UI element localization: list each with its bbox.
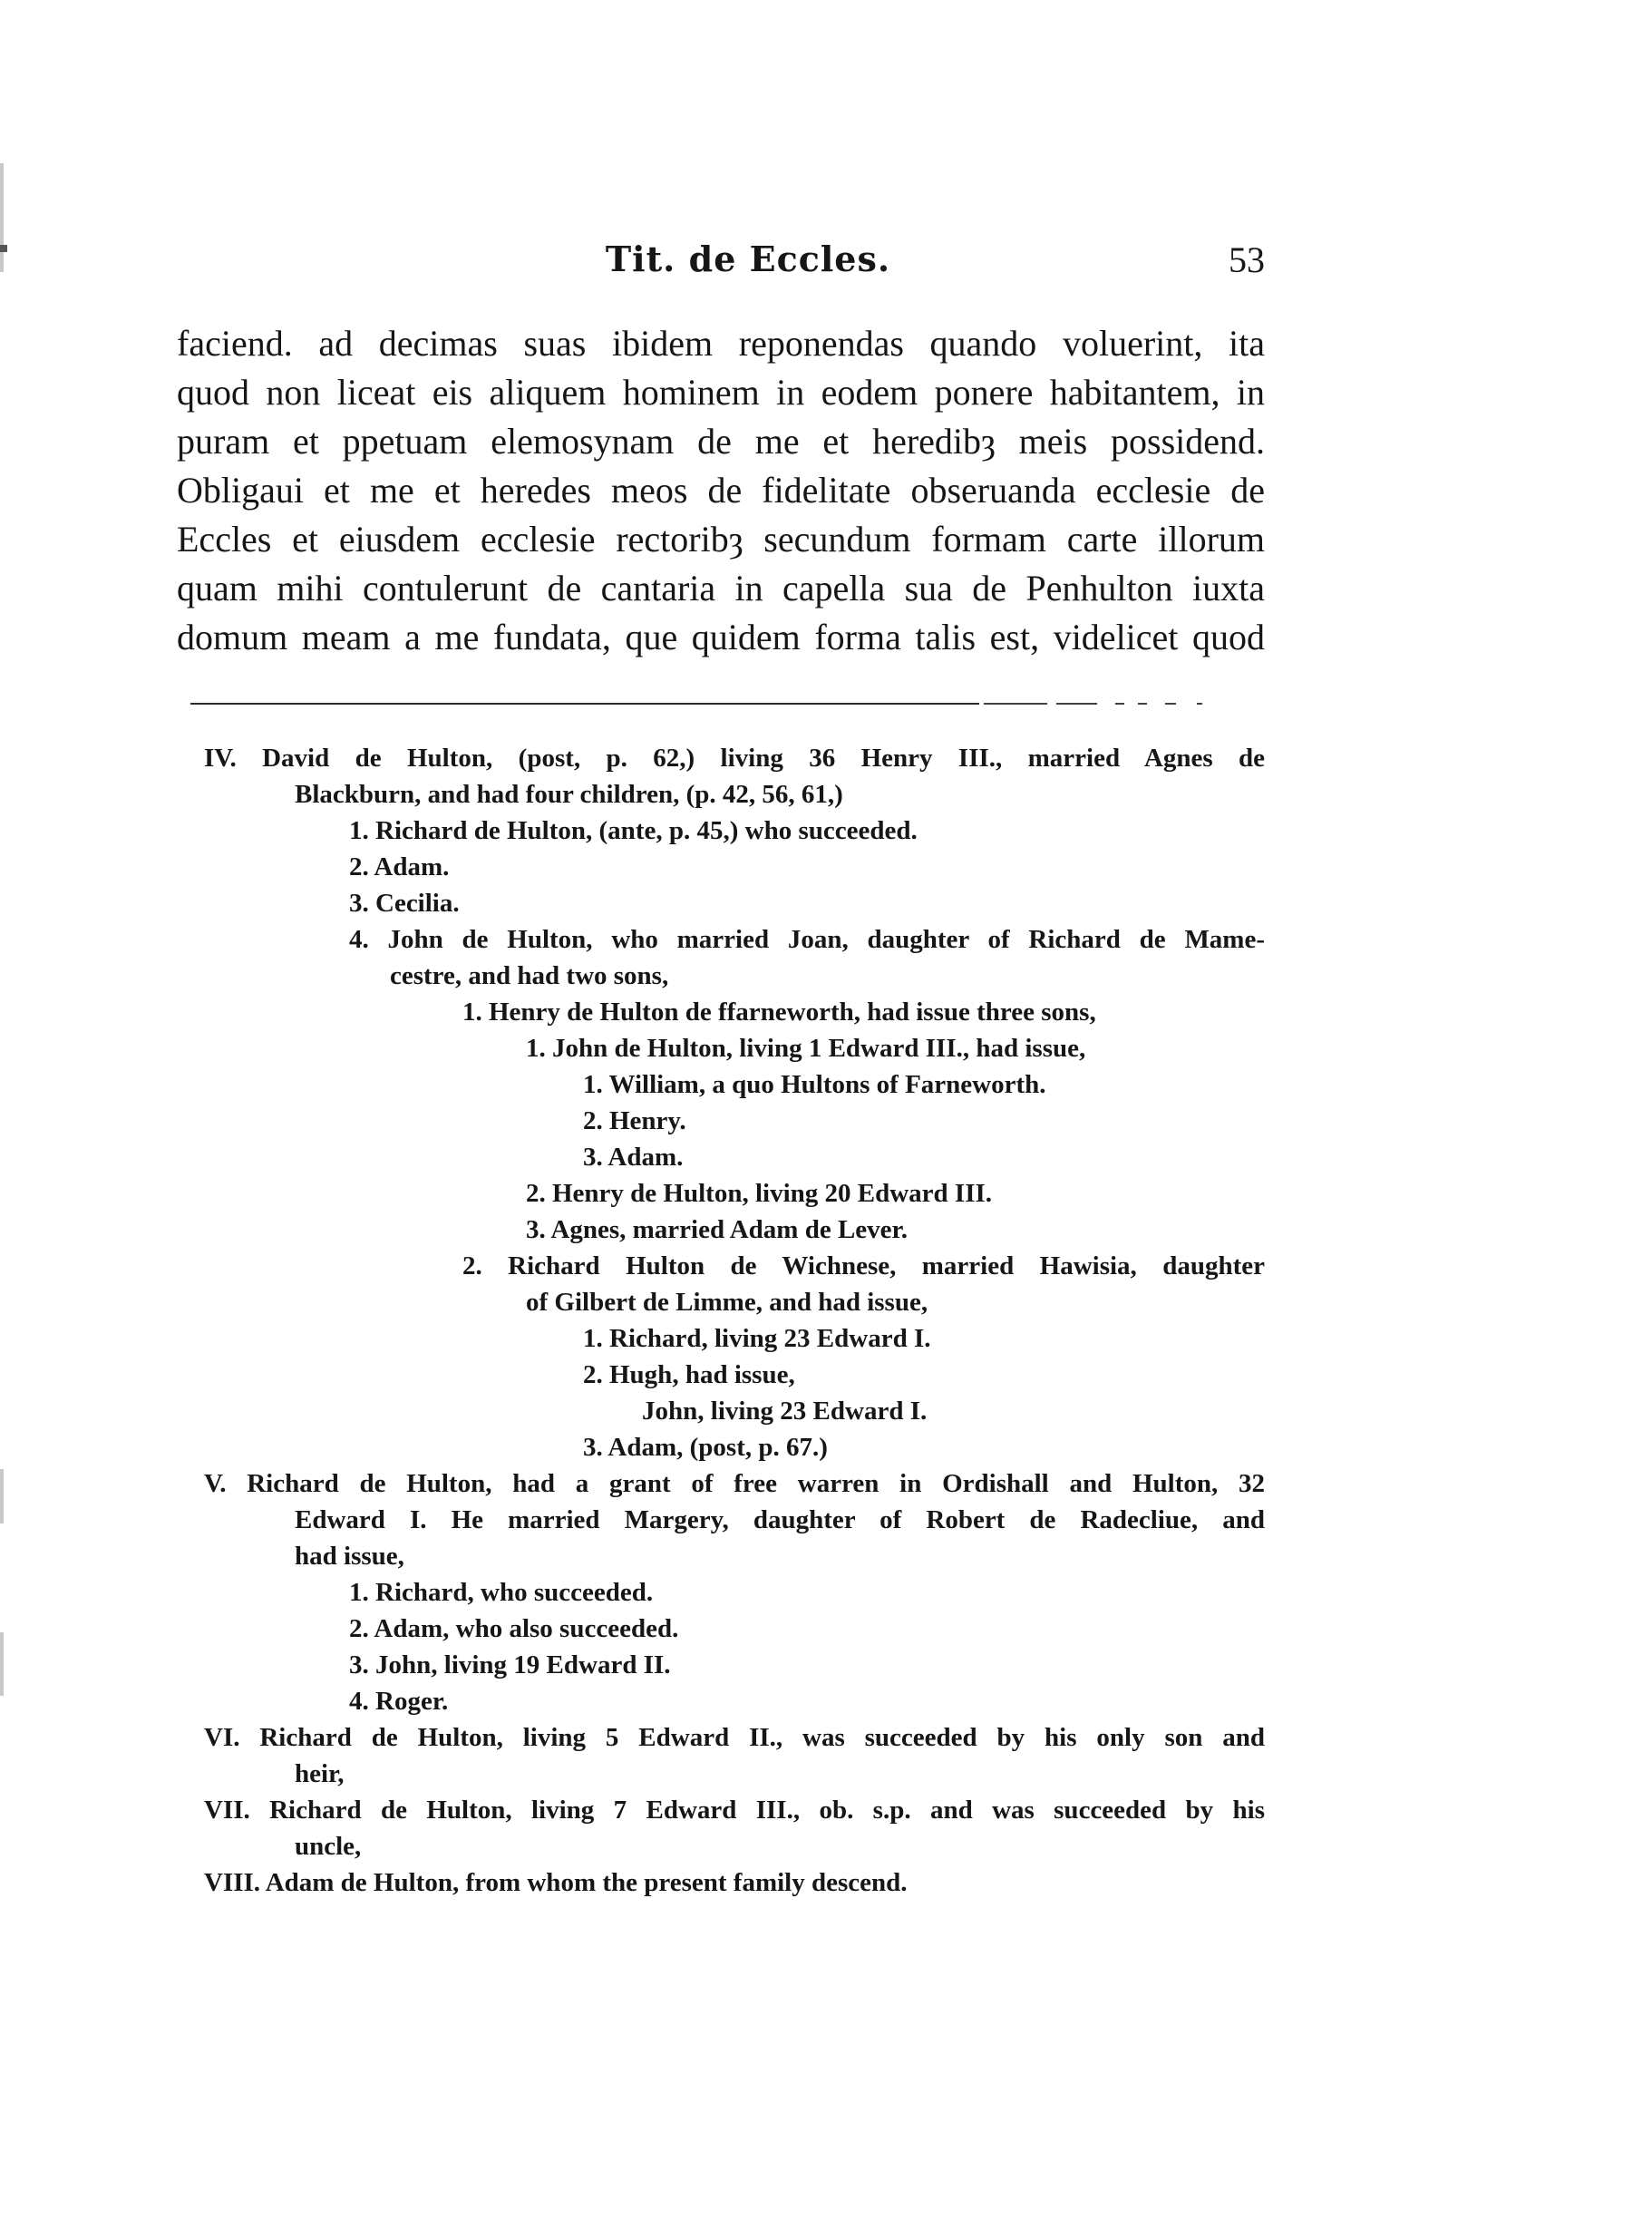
note-line: VIII. Adam de Hulton, from whom the present family descend. [204, 1868, 908, 1897]
separator-rule-dash [984, 703, 1047, 705]
running-title: Tit. de Eccles. [605, 239, 891, 279]
note-line: 1. John de Hulton, living 1 Edward III., had issue, [526, 1034, 1086, 1063]
note-line: 3. Cecilia. [349, 889, 460, 918]
note-line: had issue, [295, 1542, 404, 1571]
note-line: 3. John, living 19 Edward II. [349, 1650, 671, 1679]
note-line: V. Richard de Hulton, had a grant of free warren in Ordishall and Hulton, 32 [204, 1469, 1265, 1498]
separator-rule-dash [1197, 703, 1202, 705]
note-line: 1. Richard, who succeeded. [349, 1578, 654, 1607]
note-line: IV. David de Hulton, (post, p. 62,) living 36 Henry III., married Agnes de [204, 744, 1265, 773]
text-line: quam mihi contulerunt de cantaria in capella sua de Penhulton iuxta [177, 568, 1265, 608]
note-line: 3. Adam, (post, p. 67.) [583, 1433, 828, 1462]
note-line: 3. Adam. [583, 1143, 684, 1172]
scan-edge-mark [0, 163, 4, 272]
note-line: 1. Richard, living 23 Edward I. [583, 1324, 931, 1353]
note-line: VI. Richard de Hulton, living 5 Edward II., was succeeded by his only son and [204, 1723, 1265, 1752]
separator-rule-dash [1138, 703, 1147, 705]
note-line: cestre, and had two sons, [390, 961, 669, 990]
main-latin-text [177, 319, 1265, 662]
note-line: 2. Henry de Hulton, living 20 Edward III. [526, 1179, 993, 1208]
note-line: 2. Hugh, had issue, [583, 1360, 795, 1389]
note-line: heir, [295, 1759, 345, 1788]
note-line: of Gilbert de Limme, and had issue, [526, 1288, 928, 1317]
note-line: Edward I. He married Margery, daughter of Robert de Radecliue, and [295, 1505, 1265, 1534]
note-line: 1. William, a quo Hultons of Farneworth. [583, 1070, 1046, 1099]
text-line: quod non liceat eis aliquem hominem in eodem ponere habitantem, in [177, 372, 1265, 413]
text-line: Eccles et eiusdem ecclesie rectoribȝ secundum formam carte illorum [177, 519, 1265, 560]
note-line: 4. John de Hulton, who married Joan, daughter of Richard de Mame- [349, 925, 1265, 954]
separator-rule-dash [1056, 703, 1097, 705]
running-header [177, 239, 1265, 293]
note-line: John, living 23 Edward I. [642, 1397, 928, 1426]
note-line: 2. Henry. [583, 1106, 686, 1135]
page-number: 53 [1229, 239, 1265, 280]
separator-rule-dash [1165, 703, 1176, 705]
text-line: domum meam a me fundata, que quidem forma talis est, videlicet quod [177, 617, 1265, 657]
text-line: Obligaui et me et heredes meos de fidelitate obseruanda ecclesie de [177, 470, 1265, 511]
separator-rule-dash [1115, 703, 1124, 705]
note-line: 1. Richard de Hulton, (ante, p. 45,) who succeeded. [349, 816, 918, 845]
note-line: 3. Agnes, married Adam de Lever. [526, 1215, 909, 1244]
genealogy-notes [0, 740, 1652, 1901]
note-line: 2. Adam, who also succeeded. [349, 1614, 679, 1643]
note-line: Blackburn, and had four children, (p. 42, 56, 61,) [295, 780, 843, 809]
text-line: puram et ppetuam elemosynam de me et heredibȝ meis possidend. [177, 421, 1265, 462]
scan-edge-mark [0, 245, 7, 252]
note-line: 1. Henry de Hulton de ffarneworth, had issue three sons, [462, 998, 1096, 1027]
note-line: 2. Richard Hulton de Wichnese, married Hawisia, daughter [462, 1251, 1265, 1280]
note-line: uncle, [295, 1832, 362, 1861]
note-line: 2. Adam. [349, 852, 450, 881]
note-line: VII. Richard de Hulton, living 7 Edward III., ob. s.p. and was succeeded by his [204, 1796, 1265, 1825]
text-line: faciend. ad decimas suas ibidem reponendas quando voluerint, ita [177, 323, 1265, 364]
note-line: 4. Roger. [349, 1687, 449, 1716]
